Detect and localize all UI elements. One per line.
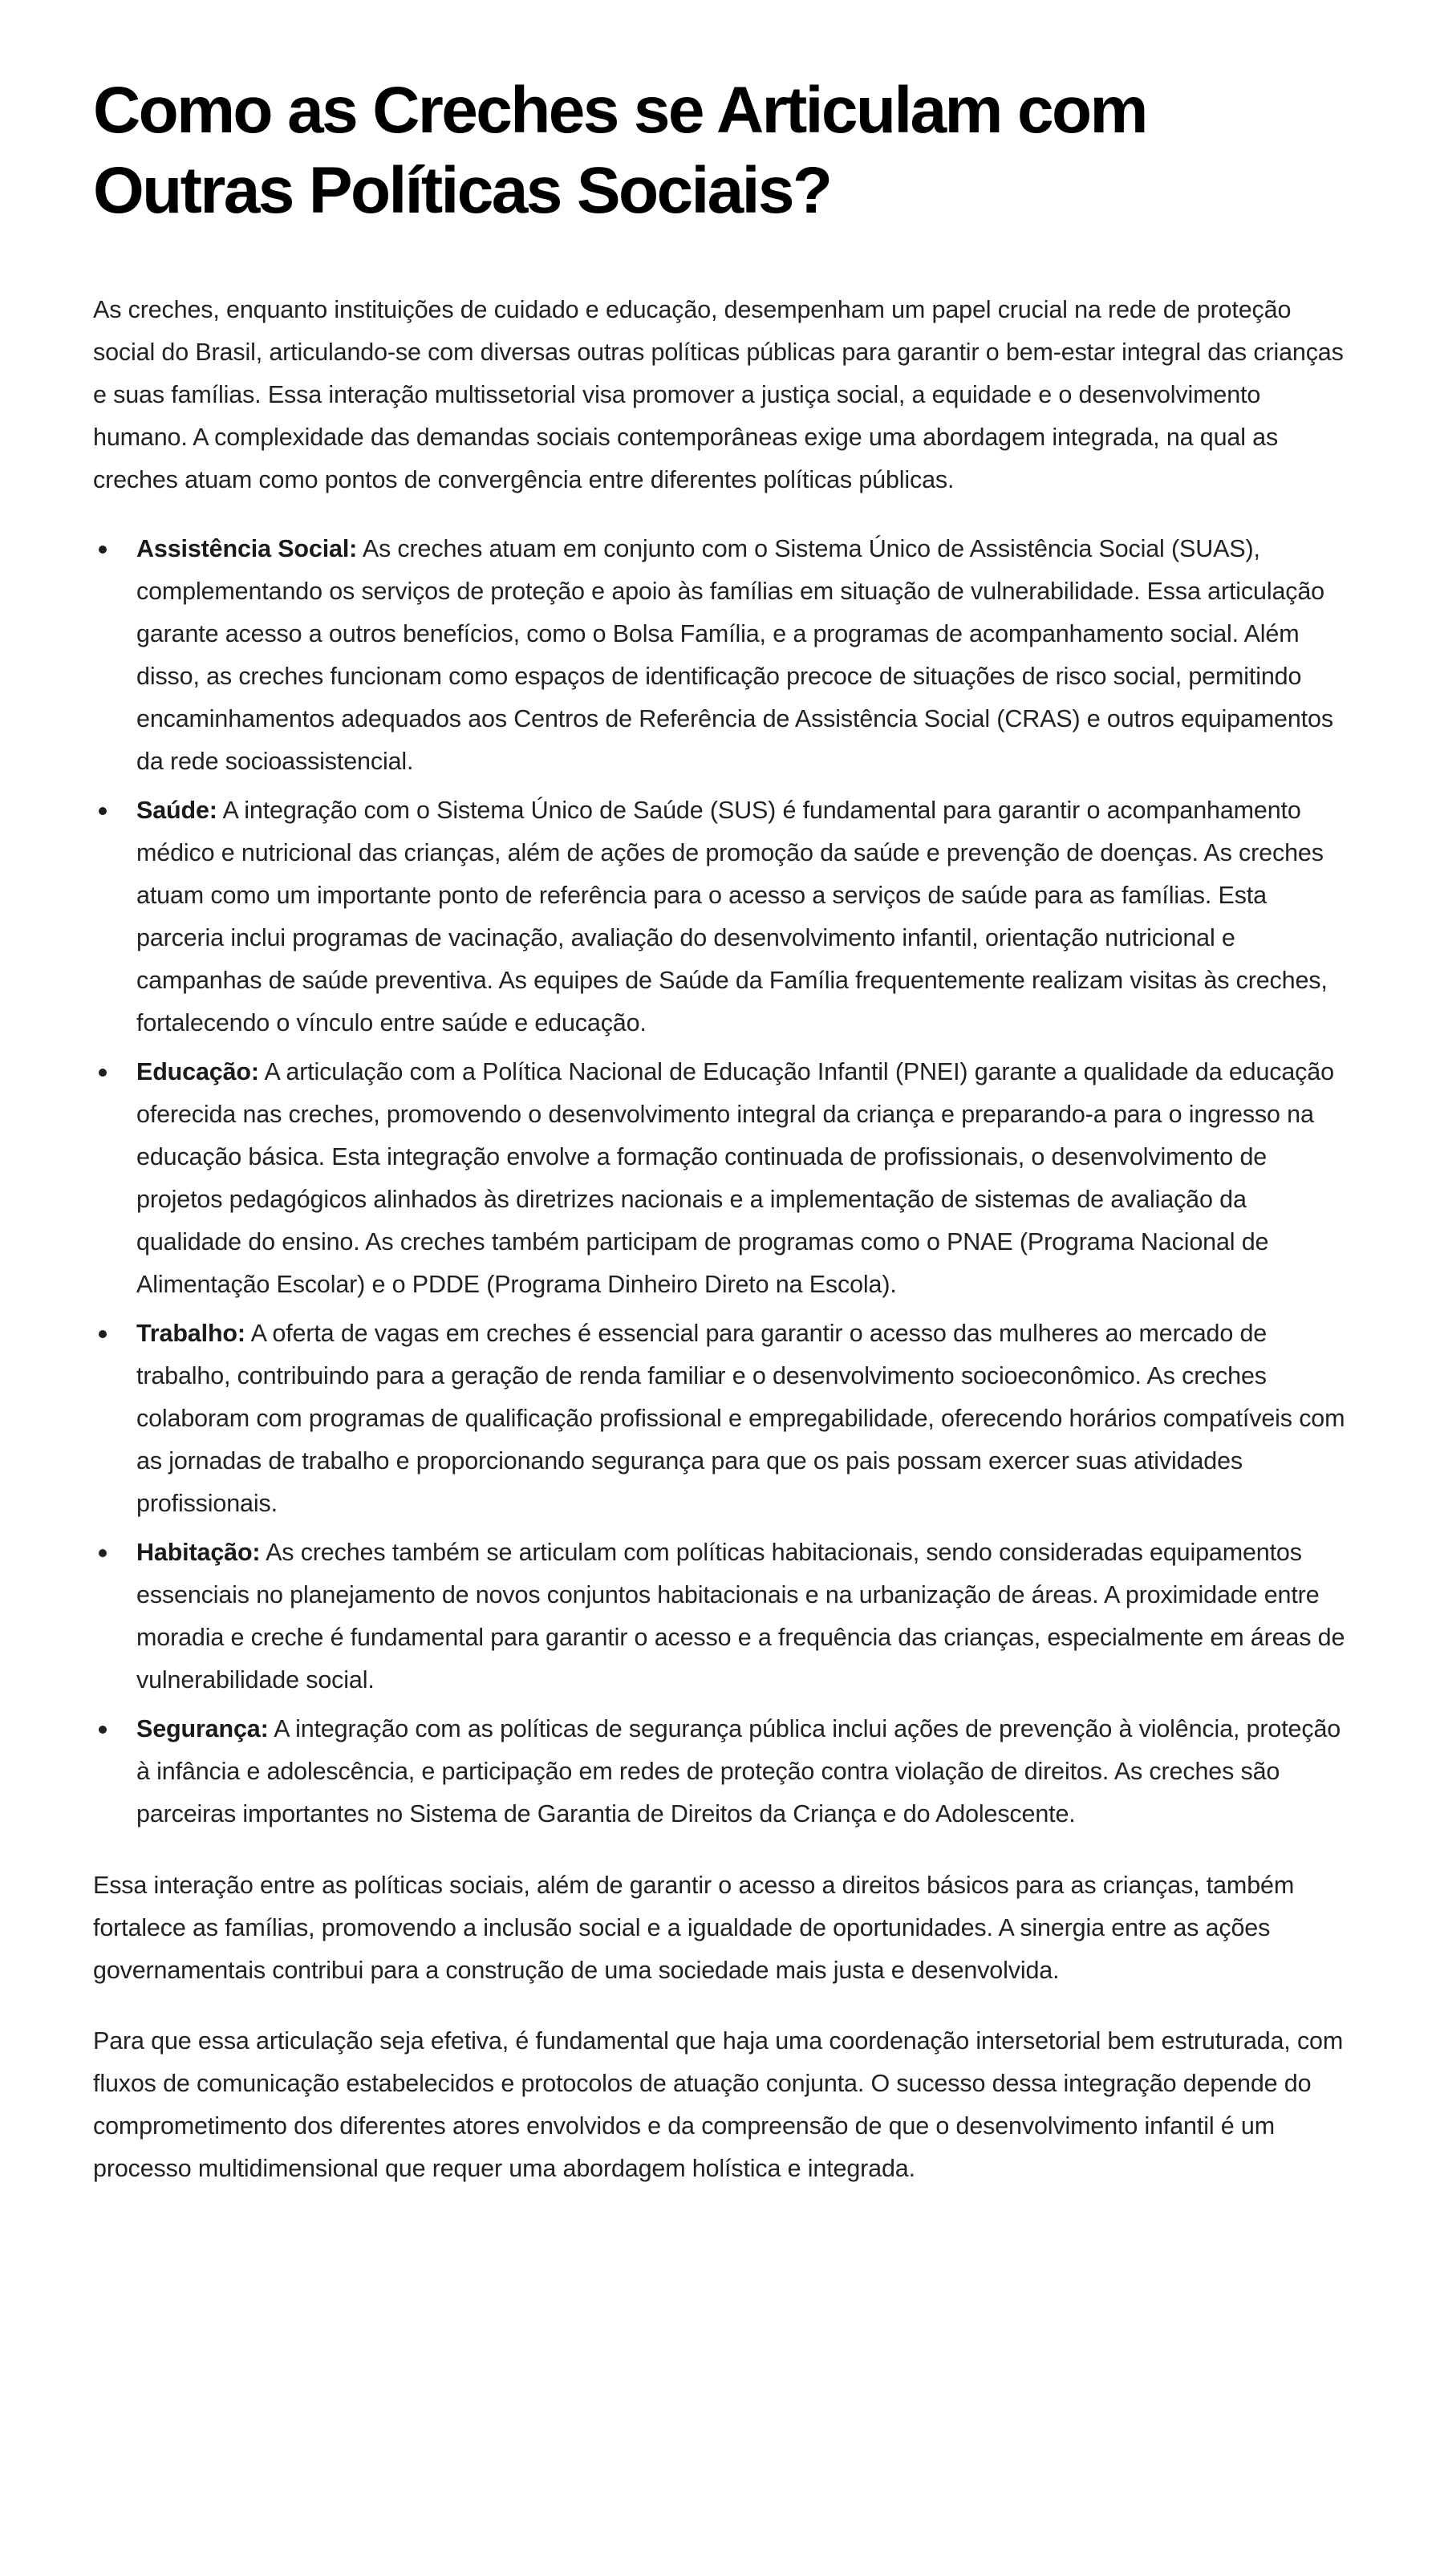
list-item-label: Trabalho: — [136, 1320, 245, 1347]
intro-paragraph: As creches, enquanto instituições de cuidado e educação, desempenham um papel crucial na rede de proteção social do Brasil, articulando-se com diversas outras políticas públicas para garantir o bem-estar integral das crianças e suas famílias. Essa interação multissetorial visa promover a justiça social, a equidade e o desenvolvimento humano. A complexidade das demandas sociais contemporâneas exige uma abordagem integrada, na qual as creches atuam como pontos de convergência entre diferentes políticas públicas. — [93, 296, 1344, 493]
list-item-label: Habitação: — [136, 1539, 261, 1566]
list-item-saude — [93, 789, 1353, 1045]
list-item-label: Assistência Social: — [136, 535, 358, 562]
list-item-text: A articulação com a Política Nacional de Educação Infantil (PNEI) garante a qualidade da educação oferecida nas creches, promovendo o desenvolvimento integral da criança e preparando-a para o ingresso na educação básica. Esta integração envolve a formação continuada de profissionais, o desenvolvimento de projetos pedagógicos alinhados às diretrizes nacionais e a implementação de sistemas de avaliação da qualidade do ensino. As creches também participam de programas como o PNAE (Programa Nacional de Alimentação Escolar) e o PDDE (Programa Dinheiro Direto na Escola). — [136, 1058, 1334, 1298]
page-title-line-2: Outras Políticas Sociais? — [93, 154, 831, 227]
list-item-seguranca — [93, 1708, 1353, 1836]
list-item-text: A oferta de vagas em creches é essencial para garantir o acesso das mulheres ao mercado de trabalho, contribuindo para a geração de renda familiar e o desenvolvimento socioeconômico. As creches colaboram com programas de qualificação profissional e empregabilidade, oferecendo horários compatíveis com as jornadas de trabalho e proporcionando segurança para que os pais possam exercer suas atividades profissionais. — [136, 1320, 1345, 1517]
bullet-icon — [99, 1726, 107, 1734]
bullet-icon — [99, 1069, 107, 1077]
list-item-assistencia-social — [93, 528, 1353, 783]
list-item-educacao — [93, 1051, 1353, 1306]
list-item-label: Saúde: — [136, 797, 217, 824]
policy-list — [93, 528, 1353, 1836]
list-item-text: As creches também se articulam com políticas habitacionais, sendo consideradas equipamentos essenciais no planejamento de novos conjuntos habitacionais e na urbanização de áreas. A proximidade entre moradia e creche é fundamental para garantir o acesso e a frequência das crianças, especialmente em áreas de vulnerabilidade social. — [136, 1539, 1345, 1694]
summary-paragraph: Essa interação entre as políticas sociais, além de garantir o acesso a direitos básicos para as crianças, também fortalece as famílias, promovendo a inclusão social e a igualdade de oportunidades. A sinergia entre as ações governamentais contribui para a construção de uma sociedade mais justa e desenvolvida. — [93, 1872, 1295, 1984]
bullet-icon — [99, 1549, 107, 1557]
page-title — [93, 71, 1216, 231]
closing-paragraph: Para que essa articulação seja efetiva, é fundamental que haja uma coordenação intersetorial bem estruturada, com fluxos de comunicação estabelecidos e protocolos de atuação conjunta. O sucesso dessa integração depende do comprometimento dos diferentes atores envolvidos e da compreensão de que o desenvolvimento infantil é um processo multidimensional que requer uma abordagem holística e integrada. — [93, 2027, 1344, 2182]
list-item-text: A integração com as políticas de segurança pública inclui ações de prevenção à violência, proteção à infância e adolescência, e participação em redes de proteção contra violação de direitos. As creches são parceiras importantes no Sistema de Garantia de Direitos da Criança e do Adolescente. — [136, 1715, 1341, 1828]
page-title-line-1: Como as Creches se Articulam com — [93, 74, 1146, 147]
list-item-label: Educação: — [136, 1058, 259, 1085]
list-item-trabalho — [93, 1312, 1353, 1525]
bullet-icon — [99, 807, 107, 815]
bullet-icon — [99, 1330, 107, 1338]
bullet-icon — [99, 546, 107, 554]
list-item-label: Segurança: — [136, 1715, 269, 1742]
list-item-text: A integração com o Sistema Único de Saúde (SUS) é fundamental para garantir o acompanhamento médico e nutricional das crianças, além de ações de promoção da saúde e prevenção de doenças. As creches atuam como um importante ponto de referência para o acesso a serviços de saúde para as famílias. Esta parceria inclui programas de vacinação, avaliação do desenvolvimento infantil, orientação nutricional e campanhas de saúde preventiva. As equipes de Saúde da Família frequentemente realizam visitas às creches, fortalecendo o vínculo entre saúde e educação. — [136, 797, 1328, 1036]
list-item-habitacao — [93, 1531, 1353, 1702]
list-item-text: As creches atuam em conjunto com o Sistema Único de Assistência Social (SUAS), complementando os serviços de proteção e apoio às famílias em situação de vulnerabilidade. Essa articulação garante acesso a outros benefícios, como o Bolsa Família, e a programas de acompanhamento social. Além disso, as creches funcionam como espaços de identificação precoce de situações de risco social, permitindo encaminhamentos adequados aos Centros de Referência de Assistência Social (CRAS) e outros equipamentos da rede socioassistencial. — [136, 535, 1333, 775]
